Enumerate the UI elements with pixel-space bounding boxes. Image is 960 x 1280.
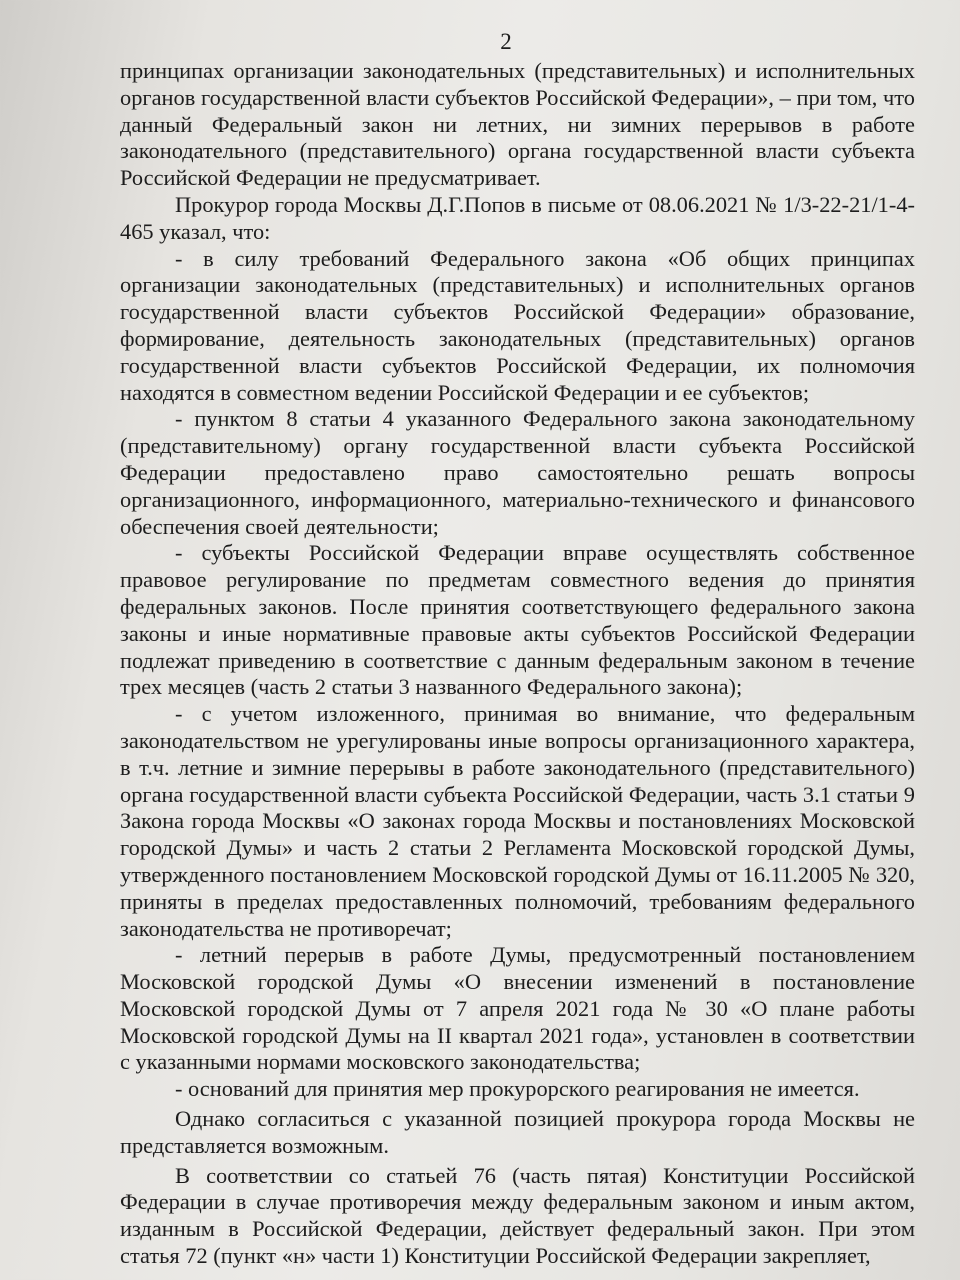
paragraph-9: Однако согласиться с указанной позицией прокурора города Москвы не представляется возможным. <box>120 1106 915 1158</box>
paragraph-2: Прокурор города Москвы Д.Г.Попов в письме от 08.06.2021 № 1/3-22-21/1-4-465 указал, что: <box>120 191 915 244</box>
paragraph-1: принципах организации законодательных (представительных) и исполнительных органов государственной власти субъектов Российской Федерации», – при том, что данный Федеральный закон ни летних, ни зимних перерывов в работе законодательного (представительного) органа государственной власти субъекта Российской Федерации не предусматривает. <box>120 58 915 191</box>
paragraph-5: - субъекты Российской Федерации вправе осуществлять собственное правовое регулирование по предметам совместного ведения до принятия федеральных законов. После принятия соответствующего федерального закона законы и иные нормативные правовые акты субъектов Российской Федерации подлежат приведению в соответствие с данным федеральным законом в течение трех месяцев (часть 2 статьи 3 названного Федерального закона); <box>120 540 915 700</box>
paragraph-4: - пунктом 8 статьи 4 указанного Федерального закона законодательному (представительному) органу государственной власти субъекта Российской Федерации предоставлено право самостоятельно решать вопросы организационного, информационного, материально-технического и финансового обеспечения своей деятельности; <box>120 406 915 539</box>
document-body <box>120 58 915 1270</box>
paragraph-7: - летний перерыв в работе Думы, предусмотренный постановлением Московской городской Думы «О внесении изменений в постановление Московской городской Думы от 7 апреля 2021 года № 30 «О плане работы Московской городской Думы на II квартал 2021 года», установлен в соответствии с указанными нормами московского законодательства; <box>120 942 915 1075</box>
paragraph-10: В соответствии со статьей 76 (часть пятая) Конституции Российской Федерации в случае противоречия между федеральным законом и иным актом, изданным в Российской Федерации, действует федеральный закон. При этом статья 72 (пункт «н» части 1) Конституции Российской Федерации закрепляет, <box>120 1162 915 1269</box>
paragraph-6: - с учетом изложенного, принимая во внимание, что федеральным законодательством не урегулированы иные вопросы организационного характера, в т.ч. летние и зимние перерывы в работе законодательного (представительного) органа государственной власти субъекта Российской Федерации, часть 3.1 статьи 9 Закона города Москвы «О законах города Москвы и постановлениях Московской городской Думы» и часть 2 статьи 2 Регламента Московской городской Думы, утвержденного постановлением Московской городской Думы от 16.11.2005 № 320, приняты в пределах предоставленных полномочий, требованиям федерального законодательства не противоречат; <box>120 701 915 941</box>
paragraph-3: - в силу требований Федерального закона «Об общих принципах организации законодательных (представительных) и исполнительных органов государственной власти субъектов Российской Федерации» образование, формирование, деятельность законодательных (представительных) органов государственной власти субъектов Российской Федерации, их полномочия находятся в совместном ведении Российской Федерации и ее субъектов; <box>120 245 915 405</box>
paragraph-8: - оснований для принятия мер прокурорского реагирования не имеется. <box>175 1076 860 1102</box>
page-number: 2 <box>500 29 512 54</box>
